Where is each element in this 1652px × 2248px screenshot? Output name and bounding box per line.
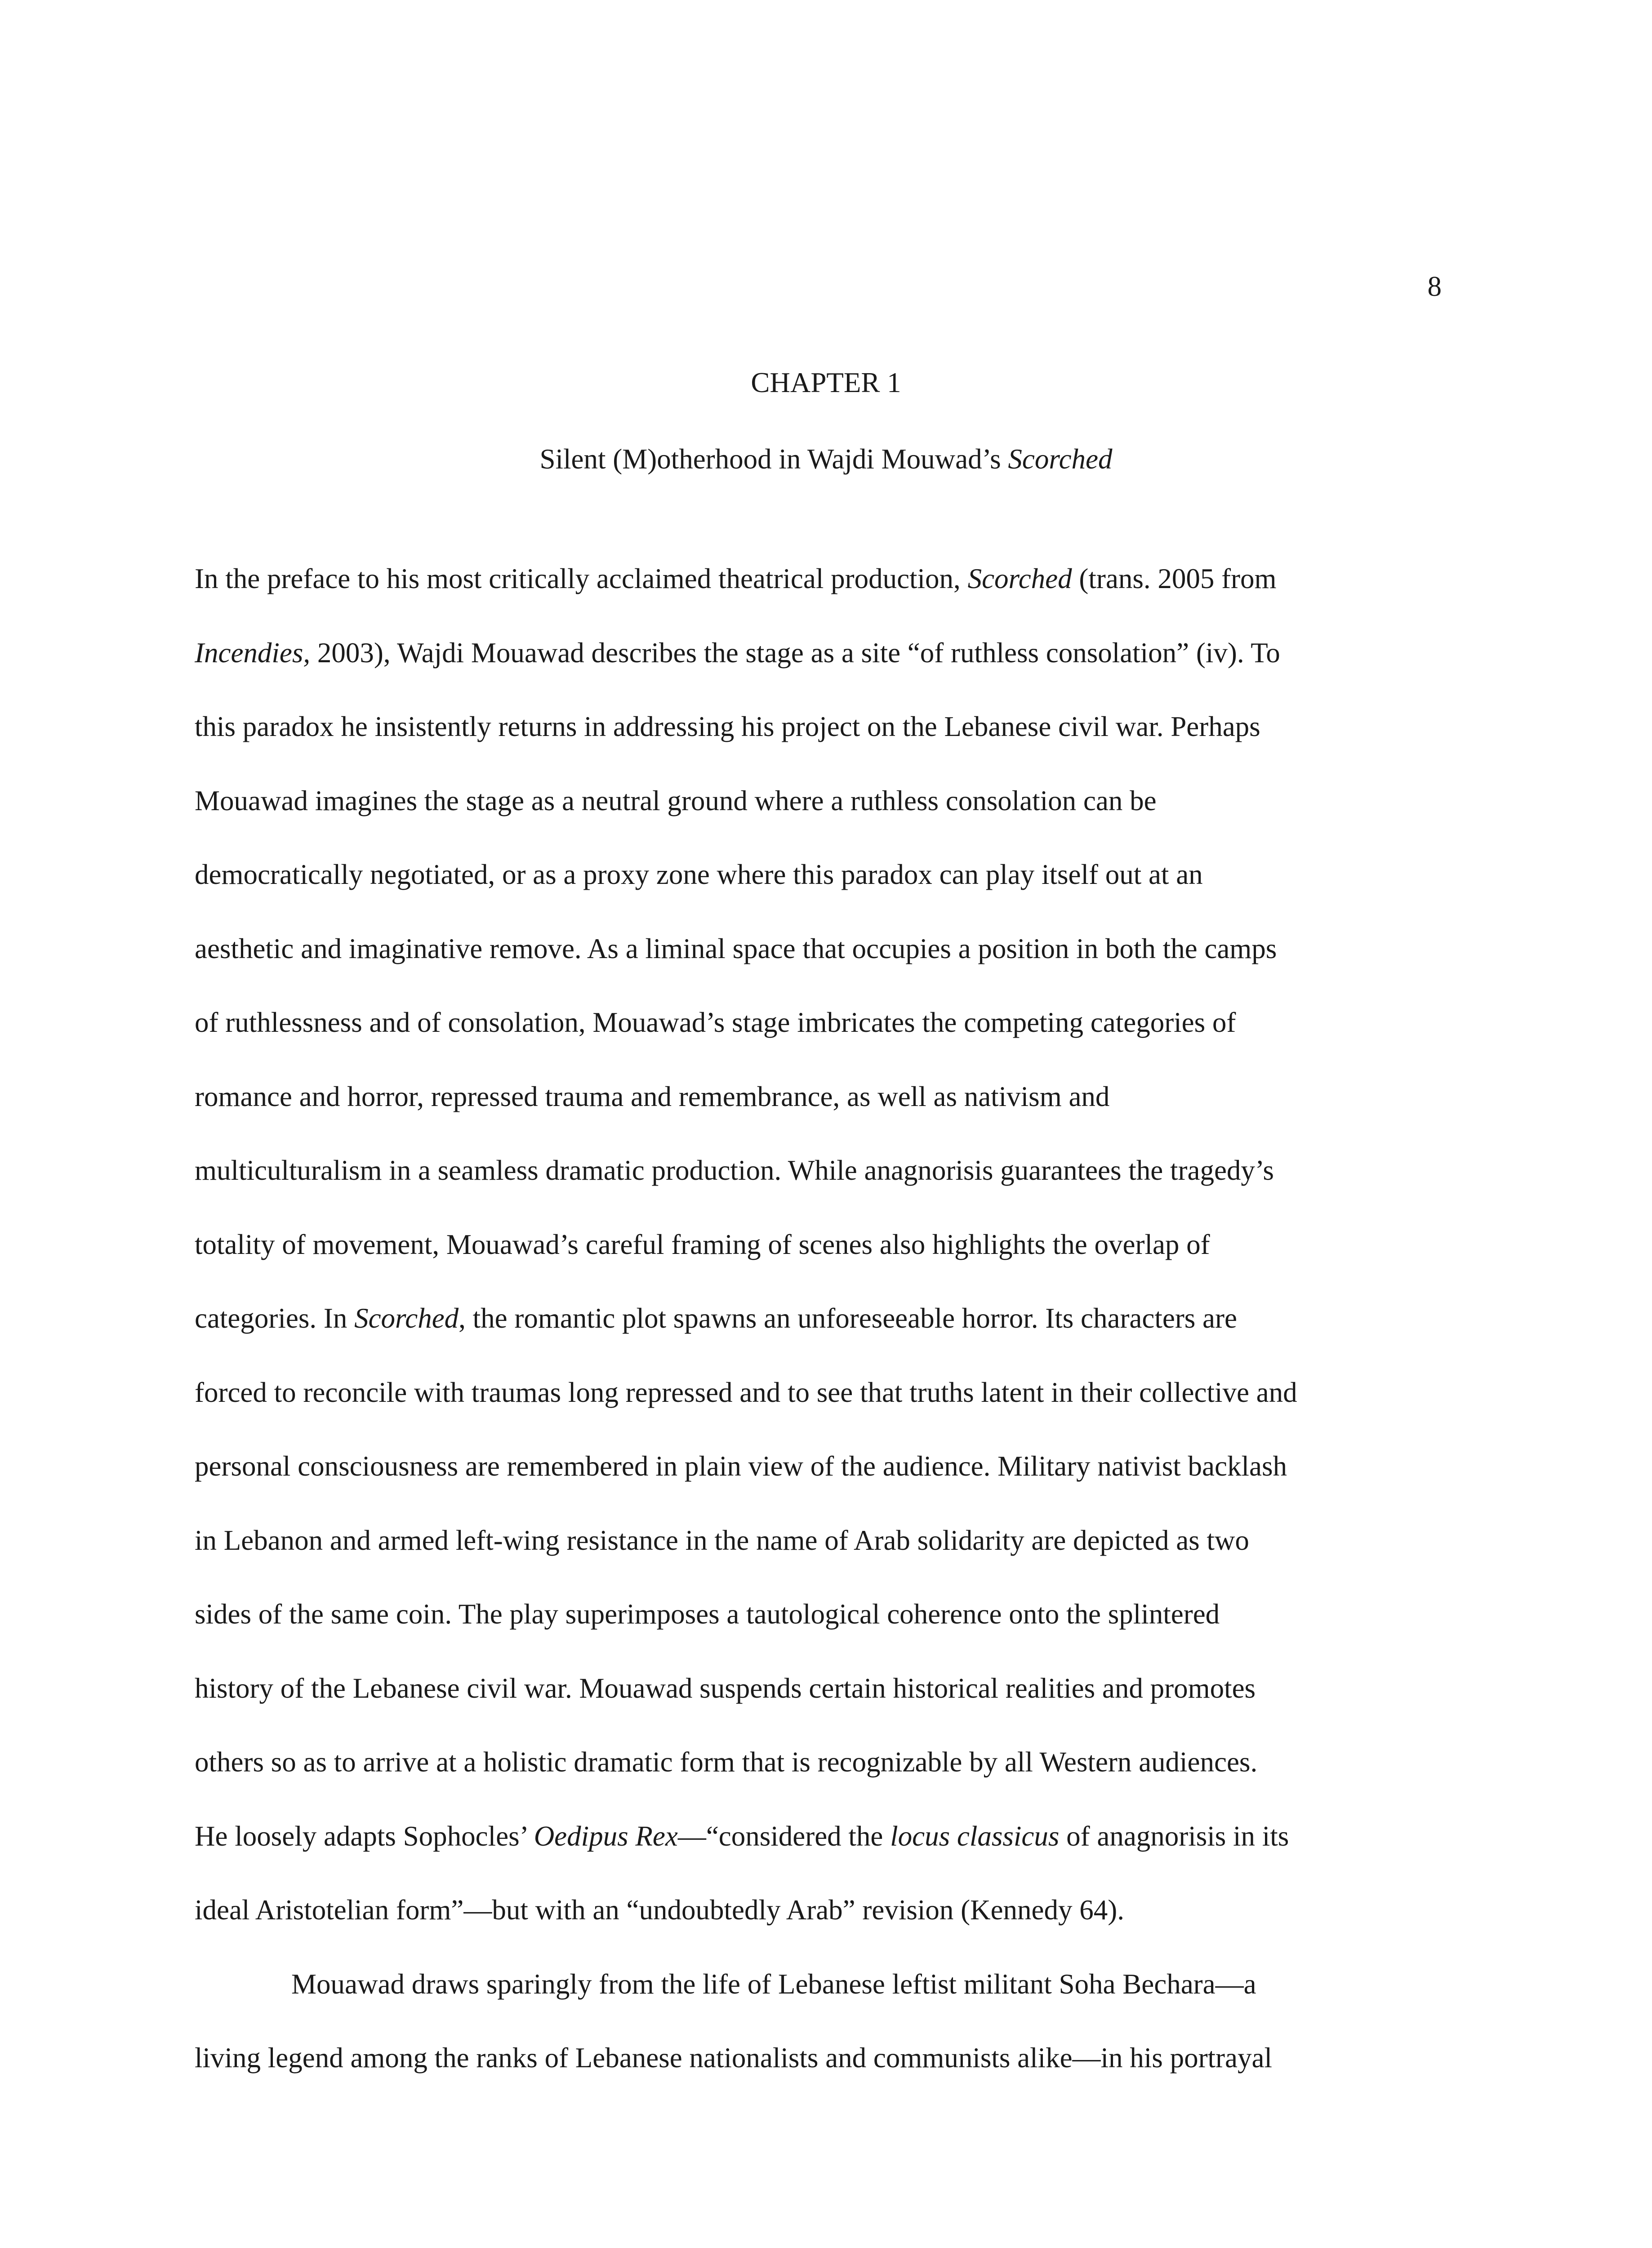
- text-line: [195, 838, 1444, 912]
- text-line: [195, 1799, 1444, 1873]
- text-segment: this paradox he insistently returns in addressing his project on the Lebanese civil war. Perhaps: [195, 711, 1260, 742]
- text-segment: of ruthlessness and of consolation, Mouawad’s stage imbricates the competing categories of: [195, 1007, 1236, 1038]
- text-segment: history of the Lebanese civil war. Mouawad suspends certain historical realities and promotes: [195, 1672, 1256, 1704]
- text-segment: , the romantic plot spawns an unforeseeable horror. Its characters are: [459, 1302, 1237, 1334]
- text-line: [195, 2021, 1444, 2095]
- text-line: [195, 1503, 1444, 1578]
- page-number: 8: [1427, 271, 1442, 302]
- text-line: [195, 1947, 1444, 2021]
- text-line: [195, 1651, 1444, 1726]
- text-line: [195, 1281, 1444, 1356]
- text-line: [195, 986, 1444, 1060]
- italic-text: locus classicus: [890, 1820, 1060, 1852]
- text-segment: He loosely adapts Sophocles’: [195, 1820, 534, 1852]
- text-segment: living legend among the ranks of Lebanese nationalists and communists alike—in his portrayal: [195, 2042, 1272, 2074]
- text-segment: Mouawad imagines the stage as a neutral ground where a ruthless consolation can be: [195, 785, 1157, 816]
- text-segment: totality of movement, Mouawad’s careful framing of scenes also highlights the overlap of: [195, 1228, 1210, 1260]
- text-segment: forced to reconcile with traumas long repressed and to see that truths latent in their collective and: [195, 1376, 1297, 1408]
- text-segment: democratically negotiated, or as a proxy zone where this paradox can play itself out at an: [195, 859, 1203, 890]
- italic-text: Oedipus Rex: [534, 1820, 678, 1852]
- text-segment: Mouawad draws sparingly from the life of Lebanese leftist militant Soha Bechara—a: [291, 1968, 1256, 2000]
- text-segment: personal consciousness are remembered in plain view of the audience. Military nativist backlash: [195, 1450, 1287, 1482]
- text-segment: ideal Aristotelian form”—but with an “undoubtedly Arab” revision (Kennedy 64).: [195, 1894, 1124, 1926]
- text-line: [195, 1725, 1444, 1799]
- text-line: [195, 1133, 1444, 1208]
- text-line: [195, 1208, 1444, 1282]
- italic-text: Scorched: [354, 1302, 459, 1334]
- chapter-title: [0, 445, 1652, 473]
- italic-text: Scorched: [967, 563, 1072, 594]
- text-segment: aesthetic and imaginative remove. As a liminal space that occupies a position in both the camps: [195, 932, 1277, 964]
- text-segment: categories. In: [195, 1302, 355, 1334]
- text-line: [195, 1873, 1444, 1947]
- text-line: [195, 690, 1444, 764]
- text-line: [195, 1577, 1444, 1651]
- text-segment: In the preface to his most critically acclaimed theatrical production,: [195, 563, 968, 594]
- text-line: [195, 616, 1444, 690]
- text-line: [195, 764, 1444, 838]
- text-segment: (trans. 2005 from: [1072, 563, 1277, 594]
- text-line: [195, 1429, 1444, 1503]
- body-text: [195, 542, 1444, 2095]
- text-segment: multiculturalism in a seamless dramatic production. While anagnorisis guarantees the tragedy’s: [195, 1155, 1274, 1186]
- text-segment: 2003), Wajdi Mouawad describes the stage as a site “of ruthless consolation” (iv). To: [310, 637, 1280, 669]
- text-line: [195, 542, 1444, 616]
- text-line: [195, 912, 1444, 986]
- text-segment: romance and horror, repressed trauma and remembrance, as well as nativism and: [195, 1080, 1110, 1112]
- text-segment: of anagnorisis in its: [1059, 1820, 1289, 1852]
- italic-text: Incendies,: [195, 637, 311, 669]
- chapter-title-emphasis: Scorched: [1008, 443, 1113, 475]
- text-segment: others so as to arrive at a holistic dramatic form that is recognizable by all Western audiences.: [195, 1746, 1258, 1778]
- text-line: [195, 1356, 1444, 1430]
- text-segment: sides of the same coin. The play superimposes a tautological coherence onto the splintered: [195, 1598, 1220, 1630]
- text-segment: in Lebanon and armed left-wing resistance in the name of Arab solidarity are depicted as two: [195, 1524, 1249, 1556]
- chapter-heading: CHAPTER 1: [751, 367, 901, 398]
- text-segment: —“considered the: [677, 1820, 891, 1852]
- chapter-title-text: Silent (M)otherhood in Wajdi Mouwad’s: [539, 443, 1008, 475]
- text-line: [195, 1060, 1444, 1134]
